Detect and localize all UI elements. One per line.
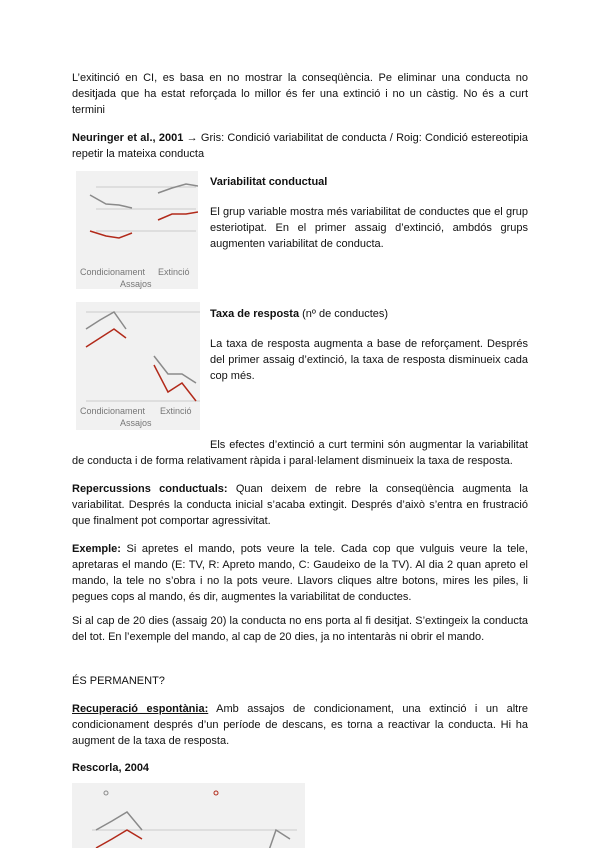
heading-rescorla — [72, 760, 528, 776]
heading-permanent: ÉS PERMANENT? — [72, 675, 165, 687]
section-title: Taxa de resposta — [210, 308, 300, 320]
citation: Neuringer et al., 2001 — [72, 132, 184, 144]
paragraph: El grup variable mostra més variabilitat de conductes que el grup esteriotipat. En el primer assaig d’extinció, ambdós grups augmenten variabilitat de conducta. — [210, 206, 528, 250]
paragraph-day-20: Si al cap de 20 dies (assaig 20) la conducta no ens porta al fi desitjat. S’extingeix la conducta del tot. En l’exemple del mando, al cap de 20 dies, ja no intentaràs ni obrir el mando. — [72, 615, 528, 643]
title-suffix: (nº de conductes) — [299, 308, 389, 320]
x-group-label: Condicionament — [80, 406, 146, 416]
red-series-line — [86, 329, 126, 347]
red-series-line — [154, 365, 196, 401]
red-series-line — [90, 231, 132, 238]
grey-series-line — [268, 830, 290, 848]
paragraph-neuringer — [72, 130, 528, 162]
grey-series-line — [86, 312, 126, 329]
paragraph-example — [72, 541, 528, 605]
figure-variability-chart — [76, 171, 198, 289]
red-series-line — [158, 212, 198, 220]
x-group-label: Extinció — [158, 267, 190, 277]
section-variability — [210, 174, 528, 252]
section-response-rate — [210, 306, 528, 384]
label: Repercussions conductuals: — [72, 483, 228, 495]
x-axis-label: Assajos — [120, 279, 152, 289]
grey-series-line — [96, 812, 142, 830]
text: Si apretes el mando, pots veure la tele. Cada cop que vulguis veure la tele, apretaras el mando (E: TV, R: Apreto mando, C: Gaudeixo de la TV). Al dia 2 quan apreto el mando, la tele no s’obra i no la pots veure. Llavors cliques altre botons, mires les piles, li pegues cops al mando, és dir, augmentes la variabilitat de conductes. — [72, 543, 528, 603]
section-title: Variabilitat conductual — [210, 176, 328, 188]
paragraph-spontaneous-recovery — [72, 701, 528, 749]
figure-response-rate-chart — [76, 302, 200, 430]
paragraph-effects: Els efectes d’extinció a curt termini són augmentar la variabilitat de conducta i de forma relativament ràpida i paral·lelament disminueix la taxa de resposta. — [72, 439, 528, 467]
grey-series-line — [158, 184, 198, 193]
label: Exemple: — [72, 543, 121, 555]
x-group-label: Condicionament — [80, 267, 146, 277]
text: Amb assajos de condicionament, una extinció i un altre condicionament després d’un període de descans, es torna a reactivar la conducta. Hi ha augment de la taxa de resposta. — [72, 703, 528, 747]
x-axis-label: Assajos — [120, 418, 152, 428]
paragraph: La taxa de resposta augmenta a base de reforçament. Després del primer assaig d’extinció, la taxa de resposta disminueix cada cop més. — [210, 338, 528, 382]
figure-rescorla-chart — [72, 783, 305, 848]
text: → Gris: Condició variabilitat de conducta / Roig: Condició estereotipia repetir la mateixa conducta — [72, 132, 528, 160]
label: Recuperació espontània: — [72, 703, 209, 715]
red-series-line — [96, 830, 142, 848]
grey-series-line — [90, 195, 132, 208]
paragraph-extinction-intro: L’exitinció en CI, es basa en no mostrar la conseqüència. Pe eliminar una conducta no desitjada que ha estat reforçada lo millor és fer una extinció i no un càstig. No és a curt termini — [72, 72, 528, 116]
text: Quan deixem de rebre la conseqüència augmenta la variabilitat. Després la conducta inicial s’acaba extingit. Després d’això s’entra en frustració que finalment pot comportar agressivitat. — [72, 483, 528, 527]
grey-series-line — [154, 356, 196, 383]
paragraph-repercussions — [72, 481, 528, 529]
x-group-label: Extinció — [160, 406, 192, 416]
citation: Rescorla, 2004 — [72, 762, 150, 774]
